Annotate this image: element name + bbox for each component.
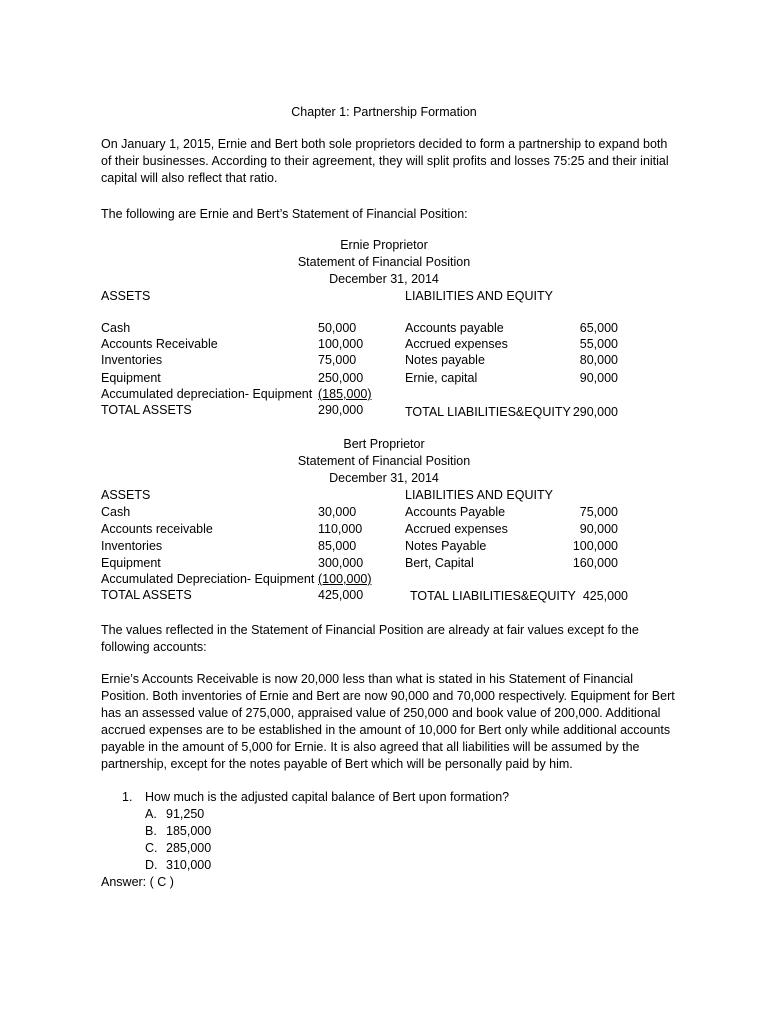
- bert-liab-label: Bert, Capital: [405, 556, 474, 570]
- ernie-liab-label: Notes payable: [405, 353, 485, 367]
- ernie-assets-header: ASSETS: [101, 289, 151, 303]
- ernie-liab-value: 65,000: [579, 321, 618, 335]
- ernie-liab-value: 55,000: [579, 337, 618, 351]
- bert-asset-label: Accounts receivable: [101, 522, 213, 536]
- choice-text: 285,000: [166, 841, 212, 855]
- bert-asset-value: 110,000: [318, 522, 363, 536]
- choice-text: 185,000: [166, 824, 212, 838]
- bert-asset-label: Cash: [101, 505, 131, 519]
- ernie-asset-label: Inventories: [101, 353, 163, 367]
- choice-letter: B.: [145, 824, 157, 838]
- bert-assets-header: ASSETS: [101, 488, 151, 502]
- ernie-liab-label: Ernie, capital: [405, 371, 478, 385]
- question-number: 1.: [122, 790, 133, 804]
- choice-text: 310,000: [166, 858, 212, 872]
- bert-asset-value: 300,000: [318, 556, 364, 570]
- ernie-asset-label: Accumulated depreciation- Equipment: [101, 387, 313, 401]
- bert-statement-title: Statement of Financial Position: [297, 454, 471, 468]
- ernie-asset-label: Equipment: [101, 371, 161, 385]
- bert-total-liab-label: TOTAL LIABILITIES&EQUITY: [410, 589, 576, 603]
- ernie-liab-header: LIABILITIES AND EQUITY: [405, 289, 553, 303]
- ernie-asset-value: 250,000: [318, 371, 364, 385]
- ernie-asset-label: Cash: [101, 321, 131, 335]
- bert-liab-header: LIABILITIES AND EQUITY: [405, 488, 553, 502]
- choice-letter: D.: [145, 858, 158, 872]
- bert-liab-value: 90,000: [579, 522, 618, 536]
- bert-liab-label: Accounts Payable: [405, 505, 506, 519]
- intro-paragraph: On January 1, 2015, Ernie and Bert both sole proprietors decided to form a partnership to expand both of their businesses. According to their agreement, they will split profits and losses 75:25 and their initial capital will also reflect that ratio.: [101, 137, 669, 185]
- bert-asset-value: 85,000: [318, 539, 357, 553]
- page-title: Chapter 1: Partnership Formation: [291, 105, 477, 119]
- following-text: The following are Ernie and Bert’s Statement of Financial Position:: [101, 207, 468, 221]
- ernie-statement-title: Statement of Financial Position: [297, 255, 471, 269]
- choice-letter: C.: [145, 841, 158, 855]
- bert-date: December 31, 2014: [329, 471, 439, 485]
- ernie-liab-label: Accounts payable: [405, 321, 504, 335]
- ernie-asset-value: 100,000: [318, 337, 364, 351]
- bert-asset-label: Inventories: [101, 539, 163, 553]
- ernie-date: December 31, 2014: [329, 272, 439, 286]
- fair-values-paragraph: The values reflected in the Statement of Financial Position are already at fair values except fo the following accounts:: [101, 623, 639, 654]
- bert-asset-value: 30,000: [318, 505, 357, 519]
- ernie-asset-value: 75,000: [318, 353, 357, 367]
- choice-letter: A.: [145, 807, 157, 821]
- ernie-total-assets-label: TOTAL ASSETS: [101, 403, 192, 417]
- bert-total-liab-value: 425,000: [582, 589, 628, 603]
- adjustments-paragraph: Ernie’s Accounts Receivable is now 20,000 less than what is stated in his Statement of Financial Position. Both inventories of Ernie and Bert are now 90,000 and 70,000 respectively. Equipment for Bert has an assessed value of 275,000, appraised value of 250,000 and book value of 200,000. Additional accrued expenses are to be established in the amount of 10,000 for Bert only while additional accounts payable in the amount of 5,000 for Ernie. It is also agreed that all liabilities will be assumed by the partnership, except for the notes payable of Bert which will be personally paid by him.: [101, 672, 675, 771]
- bert-total-assets-label: TOTAL ASSETS: [101, 588, 192, 602]
- bert-liab-value: 100,000: [572, 539, 618, 553]
- choice-text: 91,250: [166, 807, 205, 821]
- ernie-asset-value: (185,000): [318, 387, 372, 401]
- bert-liab-label: Notes Payable: [405, 539, 487, 553]
- bert-name: Bert Proprietor: [343, 437, 425, 451]
- ernie-total-liab-value: 290,000: [572, 405, 618, 419]
- ernie-asset-value: 50,000: [318, 321, 357, 335]
- ernie-liab-label: Accrued expenses: [405, 337, 508, 351]
- ernie-liab-value: 80,000: [579, 353, 618, 367]
- ernie-name: Ernie Proprietor: [340, 238, 428, 252]
- bert-liab-value: 160,000: [572, 556, 618, 570]
- ernie-asset-label: Accounts Receivable: [101, 337, 218, 351]
- ernie-total-assets-value: 290,000: [318, 403, 364, 417]
- ernie-total-liab-label: TOTAL LIABILITIES&EQUITY: [405, 405, 571, 419]
- bert-liab-label: Accrued expenses: [405, 522, 508, 536]
- bert-total-assets-value: 425,000: [318, 588, 364, 602]
- bert-asset-label: Accumulated Depreciation- Equipment: [101, 572, 315, 586]
- bert-asset-label: Equipment: [101, 556, 161, 570]
- bert-liab-value: 75,000: [579, 505, 618, 519]
- answer-text: Answer: ( C ): [101, 875, 174, 889]
- ernie-liab-value: 90,000: [579, 371, 618, 385]
- question-text: How much is the adjusted capital balance of Bert upon formation?: [145, 790, 510, 804]
- bert-asset-value: (100,000): [318, 572, 372, 586]
